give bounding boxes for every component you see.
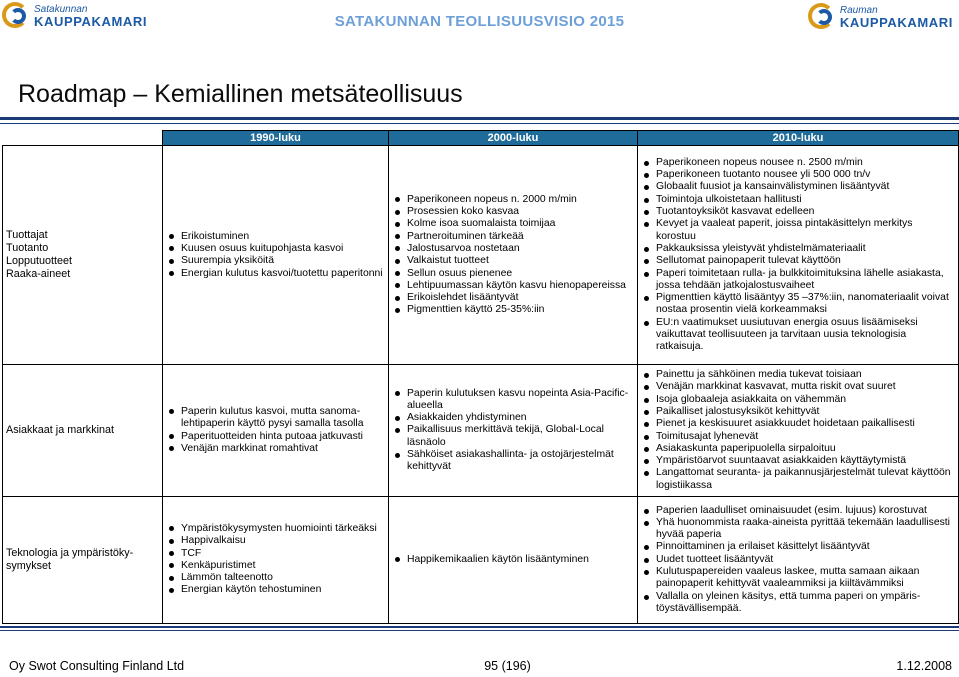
footer-page-number: 95 (196) [484,659,531,673]
bullet-item: Painettu ja sähköinen media tukevat toisiaan [641,369,955,381]
logo-left-line1: Satakunnan [34,3,88,15]
bullet-item: Langattomat seuranta- ja paikannusjärjestelmät tulevat käyttöön logistiikassa [641,467,955,492]
header-corner [3,131,163,146]
cell-2000 [389,365,638,496]
bullet-item: Pinnoittaminen ja erilaiset käsittelyt lisääntyvät [641,541,955,553]
row-label-line: Teknologia ja ympäristökysymykset [6,546,134,572]
bullet-item: Kuusen osuus kuitupohjasta kasvoi [166,243,385,255]
row-customers-markets [3,365,959,496]
bullet-item: Paperi toimitetaan rulla- ja bulkkitoimituksina lähelle asiakasta, jossa tehdään jatkojalostusvaiheet [641,268,955,293]
logo-right-line1: Rauman [839,4,878,16]
row-producers [3,146,959,365]
bullet-item: Kenkäpuristimet [166,560,385,572]
logo-left-line2: KAUPPAKAMARI [34,14,148,30]
bullet-item: Sellun osuus pienenee [392,268,634,280]
footer-company: Oy Swot Consulting Finland Ltd [9,659,185,673]
bullet-item: Prosessien koko kasvaa [392,206,634,218]
footer-date: 1.12.2008 [896,659,952,673]
column-header-2010: 2010-luku [638,131,959,146]
bullet-item: Globaalit fuusiot ja kansainvälistyminen lisääntyvät [641,181,955,193]
bullet-item: Toimitusajat lyhenevät [641,431,955,443]
bullet-item: Happikemikaalien käytön lisääntyminen [392,554,634,566]
bullet-list [392,388,634,474]
bullet-list [166,523,385,597]
kauppakamari-emblem-icon [808,3,838,33]
row-label [3,146,163,365]
bullet-item: Pigmenttien käyttö 25-35%:iin [392,304,634,316]
bullet-item: Uudet tuotteet lisääntyvät [641,554,955,566]
bullet-item: Pigmenttien käyttö lisääntyy 35 –37%:iin, nanomateriaalit voivat nostaa prosentin vielä korkeammaksi [641,292,955,317]
bullet-item: Asiakaskunta paperipuolella sirpaloituu [641,443,955,455]
footer-rule-thin [0,630,959,631]
bullet-item: Pakkauksissa yleistyvät yhdistelmämateriaalit [641,243,955,255]
bullet-item: Kevyet ja vaaleat paperit, joissa pintakäsittelyn merkitys korostuu [641,218,955,243]
cell-2010 [638,496,959,623]
bullet-item: Vallalla on yleinen käsitys, että tumma paperi on ympäristöystävällisempää. [641,591,955,616]
bullet-item: Paperin kulutus kasvoi, mutta sanomalehtipaperin käyttö pysyi samalla tasolla [166,406,385,431]
cell-2010 [638,146,959,365]
bullet-item: EU:n vaatimukset uusiutuvan energia osuus lisäämiseksi vaikuttavat teollisuuteen ja tarvitaan uusia teknologisia ratkaisuja. [641,317,955,354]
bullet-item: Energian käytön tehostuminen [166,584,385,596]
bullet-item: Venäjän markkinat kasvavat, mutta riskit ovat suuret [641,381,955,393]
cell-2010 [638,365,959,496]
page-title: Roadmap – Kemiallinen metsäteollisuus [18,80,463,108]
bullet-item: Partneroituminen tärkeää [392,231,634,243]
bullet-list [166,231,385,280]
row-label-line: Tuottajat [6,229,48,242]
row-label-line: Asiakkaat ja markkinat [6,424,115,437]
rauman-kauppakamari-logo [808,3,953,33]
bullet-item: Sellutomat painopaperit tulevat käyttöön [641,255,955,267]
bullet-item: Ympäristökysymysten huomiointi tärkeäksi [166,523,385,535]
bullet-item: Valkaistut tuotteet [392,255,634,267]
roadmap-table [2,130,959,624]
row-label [3,496,163,623]
bullet-item: Paikallisuus merkittävä tekijä, Global-Local läsnäolo [392,424,634,449]
bullet-item: Energian kulutus kasvoi/tuotettu paperitonni [166,268,385,280]
bullet-item: Paperituotteiden hinta putoaa jatkuvasti [166,431,385,443]
row-label-line: Raaka-aineet [6,268,71,281]
bullet-item: Isoja globaaleja asiakkaita on vähemmän [641,394,955,406]
column-header-1990: 1990-luku [163,131,389,146]
bullet-item: Venäjän markkinat romahtivat [166,443,385,455]
bullet-item: Suurempia yksiköitä [166,255,385,267]
title-rule-thick [0,117,959,120]
cell-1990 [163,146,389,365]
bullet-item: Asiakkaiden yhdistyminen [392,412,634,424]
bullet-item: Erikoislehdet lisääntyvät [392,292,634,304]
bullet-list [641,505,955,616]
bullet-list [166,406,385,455]
bullet-item: Paikalliset jalostusyksiköt kehittyvät [641,406,955,418]
row-label [3,365,163,496]
bullet-item: Kolme isoa suomalaista toimijaa [392,218,634,230]
title-rule-thin [0,123,959,124]
bullet-item: Toimintoja ulkoistetaan hallitusti [641,194,955,206]
bullet-item: Paperikoneen tuotanto nousee yli 500 000 tn/v [641,169,955,181]
bullet-item: Paperikoneen nopeus n. 2000 m/min [392,194,634,206]
bullet-item: Kulutuspapereiden vaaleus laskee, mutta samaan aikaan painopaperit kehittyvät vaaleammiksi ja kiiltävämmiksi [641,566,955,591]
bullet-item: Sähköiset asiakashallinta- ja ostojärjestelmät kehittyvät [392,449,634,474]
bullet-item: Happivalkaisu [166,535,385,547]
bullet-list [641,369,955,492]
bullet-item: Paperien laadulliset ominaisuudet (esim. lujuus) korostuvat [641,505,955,517]
cell-2000 [389,496,638,623]
bullet-item: Lehtipuumassan käytön kasvu hienopapereissa [392,280,634,292]
bullet-item: Paperin kulutuksen kasvu nopeinta Asia-Pacific-alueella [392,388,634,413]
footer-rule-thick [0,626,959,628]
row-label-line: Lopputuotteet [6,255,73,268]
cell-1990 [163,365,389,496]
bullet-list [392,194,634,317]
bullet-list [392,554,634,566]
logo-right-line2: KAUPPAKAMARI [839,15,953,31]
bullet-item: Ympäristöarvot suuntaavat asiakkaiden käyttäytymistä [641,455,955,467]
row-label-line: Tuotanto [6,242,49,255]
bullet-item: Jalostusarvoa nostetaan [392,243,634,255]
cell-1990 [163,496,389,623]
bullet-list [641,157,955,354]
bullet-item: Erikoistuminen [166,231,385,243]
bullet-item: Paperikoneen nopeus nousee n. 2500 m/min [641,157,955,169]
cell-2000 [389,146,638,365]
bullet-item: Tuotantoyksiköt kasvavat edelleen [641,206,955,218]
column-header-2000: 2000-luku [389,131,638,146]
bullet-item: Yhä huonommista raaka-aineista pyrittää tekemään laadullisesti hyvää paperia [641,517,955,542]
document-header-title: SATAKUNNAN TEOLLISUUSVISIO 2015 [334,13,625,30]
bullet-item: TCF [166,548,385,560]
bullet-item: Lämmön talteenotto [166,572,385,584]
row-technology-environment [3,496,959,623]
bullet-item: Pienet ja keskisuuret asiakkuudet hoidetaan paikallisesti [641,418,955,430]
